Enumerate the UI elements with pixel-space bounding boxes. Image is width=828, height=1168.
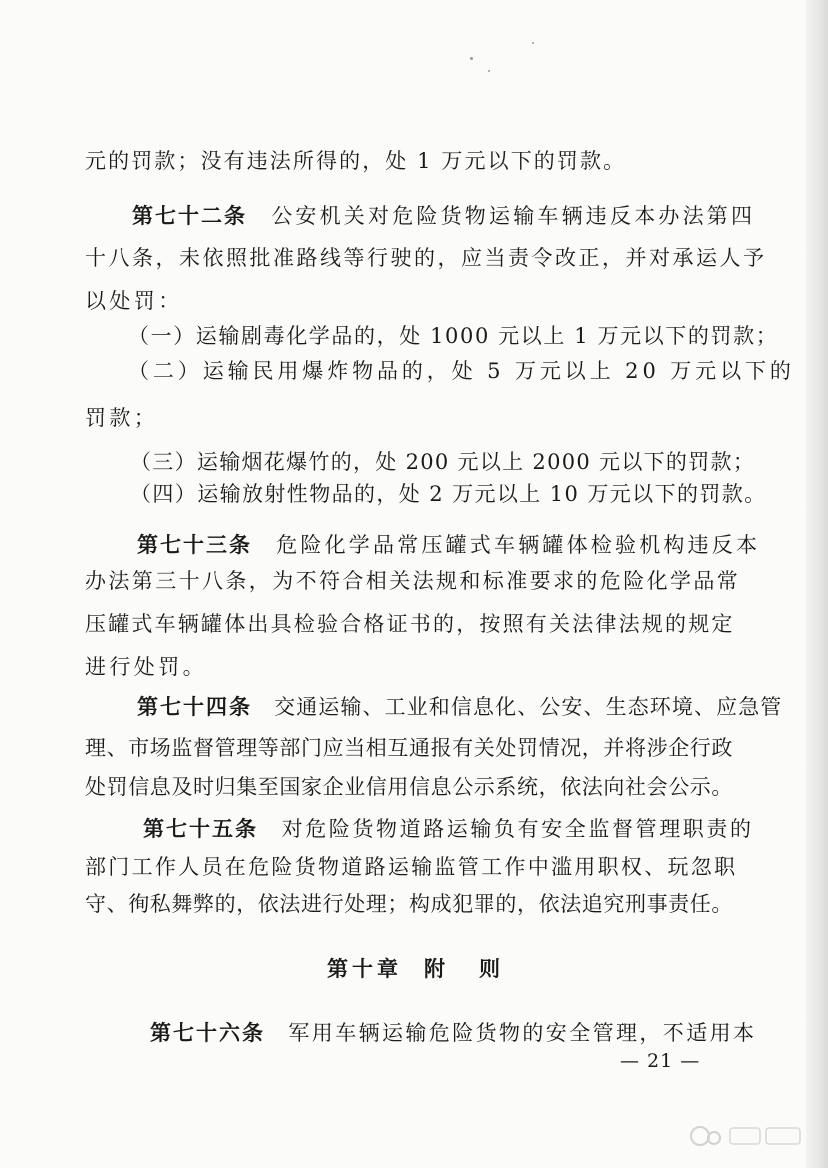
line-text: 以处罚： [85,289,183,313]
line-text: 守、徇私舞弊的，依法进行处理；构成犯罪的，依法追究刑事责任。 [85,892,733,916]
line-text: 处罚信息及时归集至国家企业信用信息公示系统，依法向社会公示。 [85,775,733,799]
page-number: — 21 — [620,1050,701,1072]
line-text: （一）运输剧毒化学品的，处 1000 元以上 1 万元以下的罚款； [128,324,779,348]
line-text: 公安机关对危险货物运输车辆违反本办法第四 [247,204,756,228]
line-text: 理、市场监督管理等部门应当相互通报有关处罚情况，并将涉企行政 [85,736,733,760]
line-text: 对危险货物道路运输负有安全监督管理职责的 [258,817,754,841]
article-number: 第七十四条 [137,695,252,719]
watermark-logo-icon [686,1120,806,1152]
text-line [85,853,737,881]
article-heading-line [137,531,760,559]
line-text: 十八条，未依照批准路线等行驶的，应当责令改正，并对承运人予 [85,246,767,270]
text-line [85,890,733,918]
article-number: 第七十五条 [143,817,258,841]
scan-speck [488,70,490,72]
chapter-title-part: 则 [479,957,504,981]
chapter-title-part: 附 [424,957,449,981]
chapter-number: 第十章 [327,957,402,981]
line-text: 压罐式车辆罐体出具检验合格证书的，按照有关法律法规的规定 [85,612,735,636]
text-line [85,287,183,315]
line-text: （四）运输放射性物品的，处 2 万元以上 10 万元以下的罚款。 [130,482,767,506]
article-number: 第七十三条 [137,533,252,557]
article-heading-line [150,1019,756,1047]
page-edge-shadow [806,0,828,1168]
list-item [130,480,767,508]
article-heading-line [132,202,755,230]
article-number: 第七十二条 [132,204,247,228]
chapter-heading [327,955,504,983]
text-line [85,734,733,762]
line-text: 军用车辆运输危险货物的安全管理，不适用本 [265,1021,757,1045]
text-line [85,404,158,432]
text-line [85,610,735,638]
line-text: 罚款； [85,406,159,430]
line-text: 进行处罚。 [85,655,207,679]
line-text: （二）运输民用爆炸物品的，处 5 万元以上 20 万元以下的 [128,359,795,383]
list-item [128,322,778,350]
text-line [85,653,207,681]
article-heading-line [137,693,782,721]
line-text: 危险化学品常压罐式车辆罐体检验机构违反本 [252,533,761,557]
list-item [130,448,755,476]
line-text: 部门工作人员在危险货物道路运输监管工作中滥用职权、玩忽职 [85,855,738,879]
scan-speck [532,42,534,44]
text-line [85,773,733,801]
line-text: （三）运输烟花爆竹的，处 200 元以上 2000 元以下的罚款； [130,450,756,474]
scan-speck [470,57,473,60]
line-text: 元的罚款；没有违法所得的，处 1 万元以下的罚款。 [85,149,627,173]
text-line [85,244,767,272]
line-text: 交通运输、工业和信息化、公安、生态环境、应急管 [252,695,783,719]
line-text: 办法第三十八条，为不符合相关法规和标准要求的危险化学品常 [85,569,741,593]
text-line [85,567,740,595]
article-number: 第七十六条 [150,1021,265,1045]
text-line [85,147,626,175]
article-heading-line [143,815,754,843]
list-item [128,357,795,385]
